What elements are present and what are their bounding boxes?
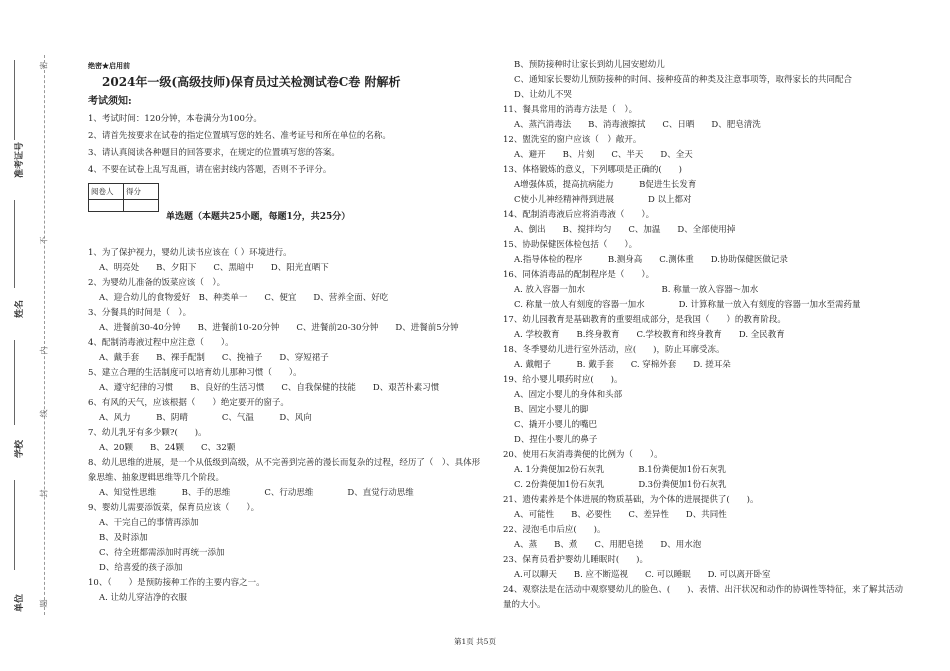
binding-margin: [0, 0, 70, 671]
question-text: 17、幼儿园教育是基础教育的重要组成部分，是我国（ ）的教育阶段。: [503, 315, 786, 325]
seal-line: [44, 55, 45, 615]
notice-heading: 考试须知:: [88, 96, 132, 107]
answer-option: B、及时添加: [99, 533, 148, 543]
name-line: [14, 200, 15, 288]
question-text: 16、同体消毒品的配制程序是（ ）。: [503, 270, 655, 280]
answer-option: A、蒸 B、煮 C、用肥皂搓 D、用水泡: [514, 540, 702, 550]
answer-option: A、避开 B、片刻 C、半天 D、全天: [514, 150, 693, 160]
answer-option: C、撬开小婴儿的嘴巴: [514, 420, 598, 430]
answer-option: C. 称量一放人有刻度的容器一加水 D. 计算称量一放入有刻度的容器一加水至需药量: [514, 300, 861, 310]
question-text: 22、浸泡毛巾后应( )。: [503, 525, 606, 535]
answer-option: B、固定小婴儿的脚: [514, 405, 589, 415]
grader-input[interactable]: [89, 200, 124, 212]
answer-option: A. 放入容器一加水 B. 称量一放入容器～加水: [514, 285, 759, 295]
left-column: [88, 58, 488, 606]
exam-number-line: [14, 60, 15, 140]
answer-option: C. 2份粪便加1份石灰乳 D.3份粪便加1份石灰乳: [514, 480, 727, 490]
answer-option: A、倒出 B、搅拌均匀 C、加温 D、全部使用掉: [514, 225, 736, 235]
answer-option: C、待全班都需添加时再统一添加: [99, 548, 225, 558]
question-text: 7、幼儿乳牙有多少颗?( )。: [88, 428, 207, 438]
answer-option: D、捏住小婴儿的鼻子: [514, 435, 598, 445]
seal-char: 题: [39, 599, 49, 608]
answer-option: A、20颗 B、24颗 C、32颗: [99, 443, 236, 453]
answer-option: D、给喜爱的孩子添加: [99, 563, 183, 573]
seal-char: 密: [39, 61, 49, 70]
notice-list: [88, 111, 488, 179]
question-text: 5、建立合理的生活制度可以培育幼儿那种习惯（ ）。: [88, 368, 302, 378]
answer-option: B、预防接种时让家长到幼儿园安慰幼儿: [514, 60, 665, 70]
answer-option: A、风力 B、阴晴 C、气温 D、风向: [99, 413, 312, 423]
answer-option: A、迎合幼儿的食物爱好 B、种类单一 C、便宜 D、营养全面、好吃: [99, 293, 389, 303]
answer-option: A. 1分粪便加2份石灰乳 B.1份粪便加1份石灰乳: [514, 465, 727, 475]
question-text: 18、冬季婴幼儿进行室外活动，应( )，防止耳廓受冻。: [503, 345, 725, 355]
question-text: 14、配制消毒液后应将消毒液（ ）。: [503, 210, 655, 220]
question-text: 1、为了保护视力，婴幼儿读书应该在（ ）环境进行。: [88, 248, 292, 258]
answer-option: A、进餐前30-40分钟 B、进餐前10-20分钟 C、进餐前20-30分钟 D、进餐前5分钟: [99, 323, 459, 333]
secret-mark: 绝密★启用前: [88, 61, 130, 70]
question-text: 11、餐具常用的消毒方法是（ ）。: [503, 105, 638, 115]
answer-option: A增强体质，提高抗病能力 B促进生长发育: [514, 180, 697, 190]
question-text: 23、保育员看护婴幼儿睡眠时( )。: [503, 555, 648, 565]
question-text: 19、给小婴儿喂药时应( )。: [503, 375, 623, 385]
notice-item: 1、考试时间：120分钟，本卷满分为100分。: [88, 114, 262, 124]
answer-option: A、干完自己的事情再添加: [99, 518, 199, 528]
answer-option: A、可能性 B、必要性 C、差异性 D、共同性: [514, 510, 727, 520]
question-text: 20、使用石灰消毒粪便的比例为（ ）。: [503, 450, 663, 460]
school-line: [14, 340, 15, 425]
question-text: 21、遗传素养是个体进展的物质基础，为个体的进展提供了( )。: [503, 495, 759, 505]
name-label: 姓名: [15, 299, 25, 318]
answer-option: A.可以聊天 B. 应不断巡视 C. 可以睡眠 D. 可以离开卧室: [514, 570, 771, 580]
unit-line: [14, 480, 15, 570]
question-text: 8、幼儿思维的进展，是一个从低级到高级，从不完善到完善的漫长而复杂的过程，经历了（ ）、具体形象思维、抽象逻辑思维等几个阶段。: [88, 458, 481, 483]
answer-option: A. 学校教育 B.终身教育 C.学校教育和终身教育 D. 全民教育: [514, 330, 785, 340]
answer-option: A.指导体检的程序 B.测身高 C.测体重 D.协助保健医做记录: [514, 255, 788, 265]
seal-char: 线: [39, 409, 49, 418]
answer-option: A、遵守纪律的习惯 B、良好的生活习惯 C、自我保健的技能 D、艰苦朴素习惯: [99, 383, 440, 393]
answer-option: D、让幼儿不哭: [514, 90, 572, 100]
answer-option: C使小儿神经精神得到进展 D 以上都对: [514, 195, 692, 205]
answer-option: C、通知家长婴幼儿预防接种的时间、接种疫苗的种类及注意事项等，取得家长的共同配合: [514, 75, 853, 85]
answer-option: A、明亮处 B、夕阳下 C、黑暗中 D、阳光直晒下: [99, 263, 329, 273]
seal-char: 不: [39, 236, 49, 245]
grader-cell: 阅卷人: [89, 184, 124, 200]
score-input[interactable]: [124, 200, 159, 212]
question-text: 15、协助保健医体检包括（ ）。: [503, 240, 638, 250]
notice-item: 3、请认真阅读各种题目的回答要求，在规定的位置填写您的答案。: [88, 148, 340, 158]
answer-option: A、蒸汽消毒法 B、消毒液擦拭 C、日晒 D、肥皂清洗: [514, 120, 761, 130]
page-footer: 第1页 共5页: [454, 637, 496, 646]
score-cell: 得分: [124, 184, 159, 200]
unit-label: 单位: [15, 593, 25, 612]
exam-number-label: 准考证号: [15, 141, 25, 178]
question-text: 10、（ ）是预防接种工作的主要内容之一。: [88, 578, 265, 588]
question-list: [88, 246, 488, 606]
question-text: 2、为婴幼儿准备的饭菜应该（ ）。: [88, 278, 226, 288]
seal-char: 封: [39, 489, 49, 498]
question-text: 9、婴幼儿需要添饭菜，保育员应该（ ）。: [88, 503, 260, 513]
question-text: 12、盥洗室的窗户应该（ ）敞开。: [503, 135, 642, 145]
school-label: 学校: [15, 439, 25, 458]
answer-option: A、固定小婴儿的身体和头部: [514, 390, 623, 400]
score-box: [88, 183, 159, 212]
answer-option: A、知觉性思维 B、手的思维 C、行动思维 D、直觉行动思维: [99, 488, 414, 498]
answer-option: A. 戴帽子 B. 戴手套 C. 穿棉外套 D. 搓耳朵: [514, 360, 731, 370]
question-text: 13、体格锻炼的意义，下列哪项是正确的( ): [503, 165, 682, 175]
answer-option: A. 让幼儿穿洁净的衣服: [99, 593, 188, 603]
question-list: [503, 58, 903, 613]
seal-char: 内: [39, 346, 49, 355]
section-heading: 单选题（本题共25小题，每题1分，共25分）: [166, 212, 351, 222]
answer-option: A、戴手套 B、裸手配制 C、挽袖子 D、穿短裙子: [99, 353, 329, 363]
notice-item: 2、请首先按要求在试卷的指定位置填写您的姓名、准考证号和所在单位的名称。: [88, 131, 391, 141]
question-text: 4、配制消毒液过程中应注意（ ）。: [88, 338, 234, 348]
question-text: 3、分餐具的时间是（ ）。: [88, 308, 192, 318]
right-column: [503, 58, 903, 613]
notice-item: 4、不要在试卷上乱写乱画，请在密封线内答题，否则不予评分。: [88, 165, 332, 175]
page-title: 2024年一级(高级技师)保育员过关检测试卷C卷 附解析: [102, 75, 401, 89]
question-text: 6、有风的天气，应该根据（ ）绝定要开的窗子。: [88, 398, 289, 408]
question-text: 24、观察法是在活动中观察婴幼儿的脸色、( )、表情、出汗状况和动作的协调性等特征，来了解其活动量的大小。: [503, 585, 903, 610]
